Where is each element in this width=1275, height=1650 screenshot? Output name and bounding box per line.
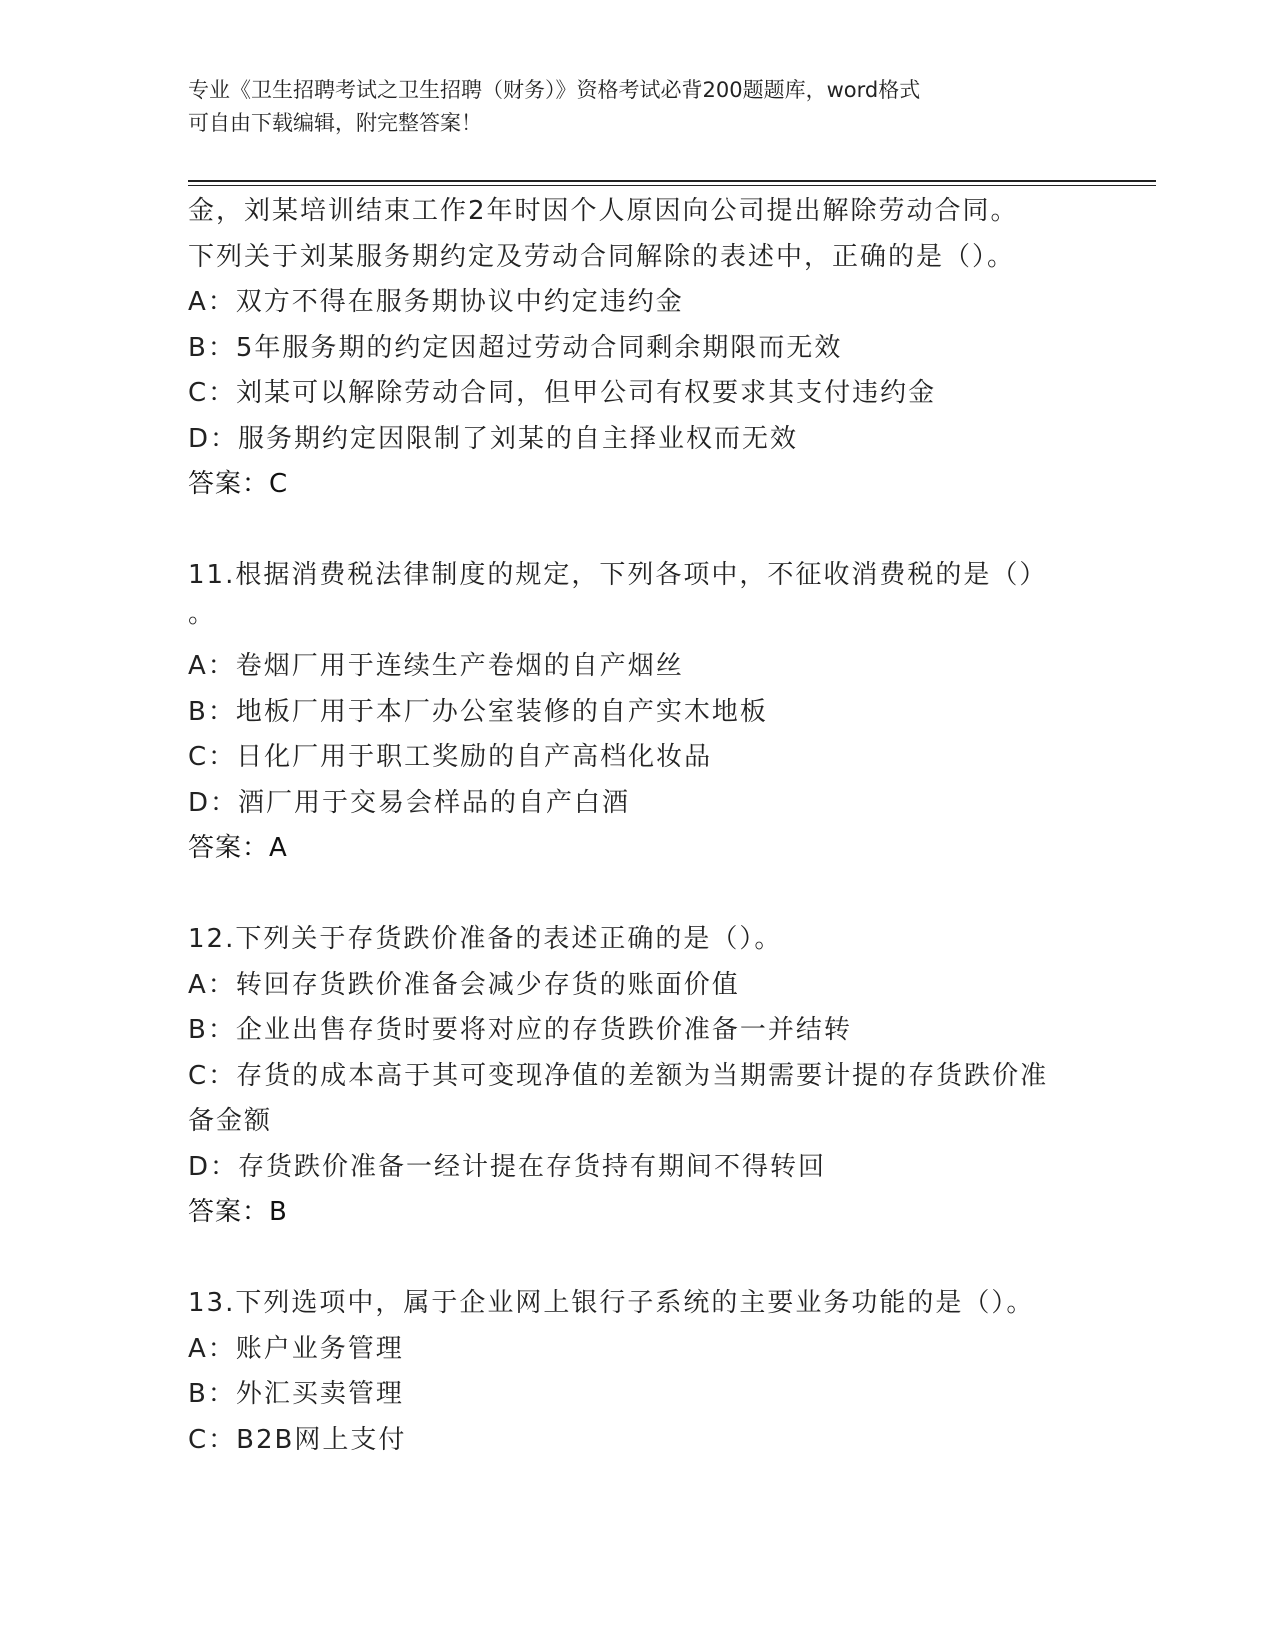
header-rule-thin	[188, 185, 1156, 186]
option-b: B：5年服务期的约定因超过劳动合同剩余期限而无效	[188, 332, 843, 363]
spacer	[188, 1236, 1088, 1282]
option-d: D：存货跌价准备一经计提在存货持有期间不得转回	[188, 1151, 827, 1182]
document-header	[188, 74, 1088, 140]
option-b: B：外汇买卖管理	[188, 1379, 404, 1409]
question-stem-continued: 下列关于刘某服务期约定及劳动合同解除的表述中，正确的是（）。	[188, 241, 1016, 272]
question-11	[188, 553, 1088, 872]
option-d: D：服务期约定因限制了刘某的自主择业权而无效	[188, 423, 799, 454]
header-title-line-1: 专业《卫生招聘考试之卫生招聘（财务）》资格考试必背200题题库，word格式	[188, 78, 921, 102]
option-a: A：转回存货跌价准备会减少存货的账面价值	[188, 969, 740, 1000]
question-stem: 11.根据消费税法律制度的规定，下列各项中，不征收消费税的是（）	[188, 560, 1048, 590]
option-c: C：B2B网上支付	[188, 1424, 407, 1455]
option-d: D：酒厂用于交易会样品的自产白酒	[188, 787, 631, 818]
option-c-continued: 备金额	[188, 1106, 273, 1136]
spacer	[188, 872, 1088, 918]
option-b: B：企业出售存货时要将对应的存货跌价准备一并结转	[188, 1015, 852, 1045]
question-stem: 13.下列选项中，属于企业网上银行子系统的主要业务功能的是（）。	[188, 1288, 1035, 1318]
option-c: C：日化厂用于职工奖励的自产高档化妆品	[188, 742, 713, 772]
question-10	[188, 189, 1088, 508]
question-13	[188, 1281, 1088, 1463]
option-b: B：地板厂用于本厂办公室装修的自产实木地板	[188, 696, 768, 727]
question-stem: 12.下列关于存货跌价准备的表述正确的是（）。	[188, 924, 783, 954]
option-a: A：卷烟厂用于连续生产卷烟的自产烟丝	[188, 651, 684, 681]
option-c: C：刘某可以解除劳动合同，但甲公司有权要求其支付违约金	[188, 378, 937, 408]
option-c: C：存货的成本高于其可变现净值的差额为当期需要计提的存货跌价准	[188, 1060, 1049, 1091]
header-title-line-2: 可自由下载编辑，附完整答案！	[188, 111, 482, 135]
question-stem-continued: 金，刘某培训结束工作2年时因个人原因向公司提出解除劳动合同。	[188, 196, 1019, 226]
option-a: A：双方不得在服务期协议中约定违约金	[188, 287, 684, 317]
question-stem-end: 。	[188, 598, 217, 629]
answer: 答案：A	[188, 833, 288, 863]
question-list	[188, 189, 1088, 1463]
spacer	[188, 508, 1088, 554]
answer: 答案：B	[188, 1197, 288, 1227]
question-12	[188, 917, 1088, 1236]
answer: 答案：C	[188, 469, 289, 499]
header-rule-thick	[188, 180, 1156, 182]
option-a: A：账户业务管理	[188, 1333, 404, 1364]
